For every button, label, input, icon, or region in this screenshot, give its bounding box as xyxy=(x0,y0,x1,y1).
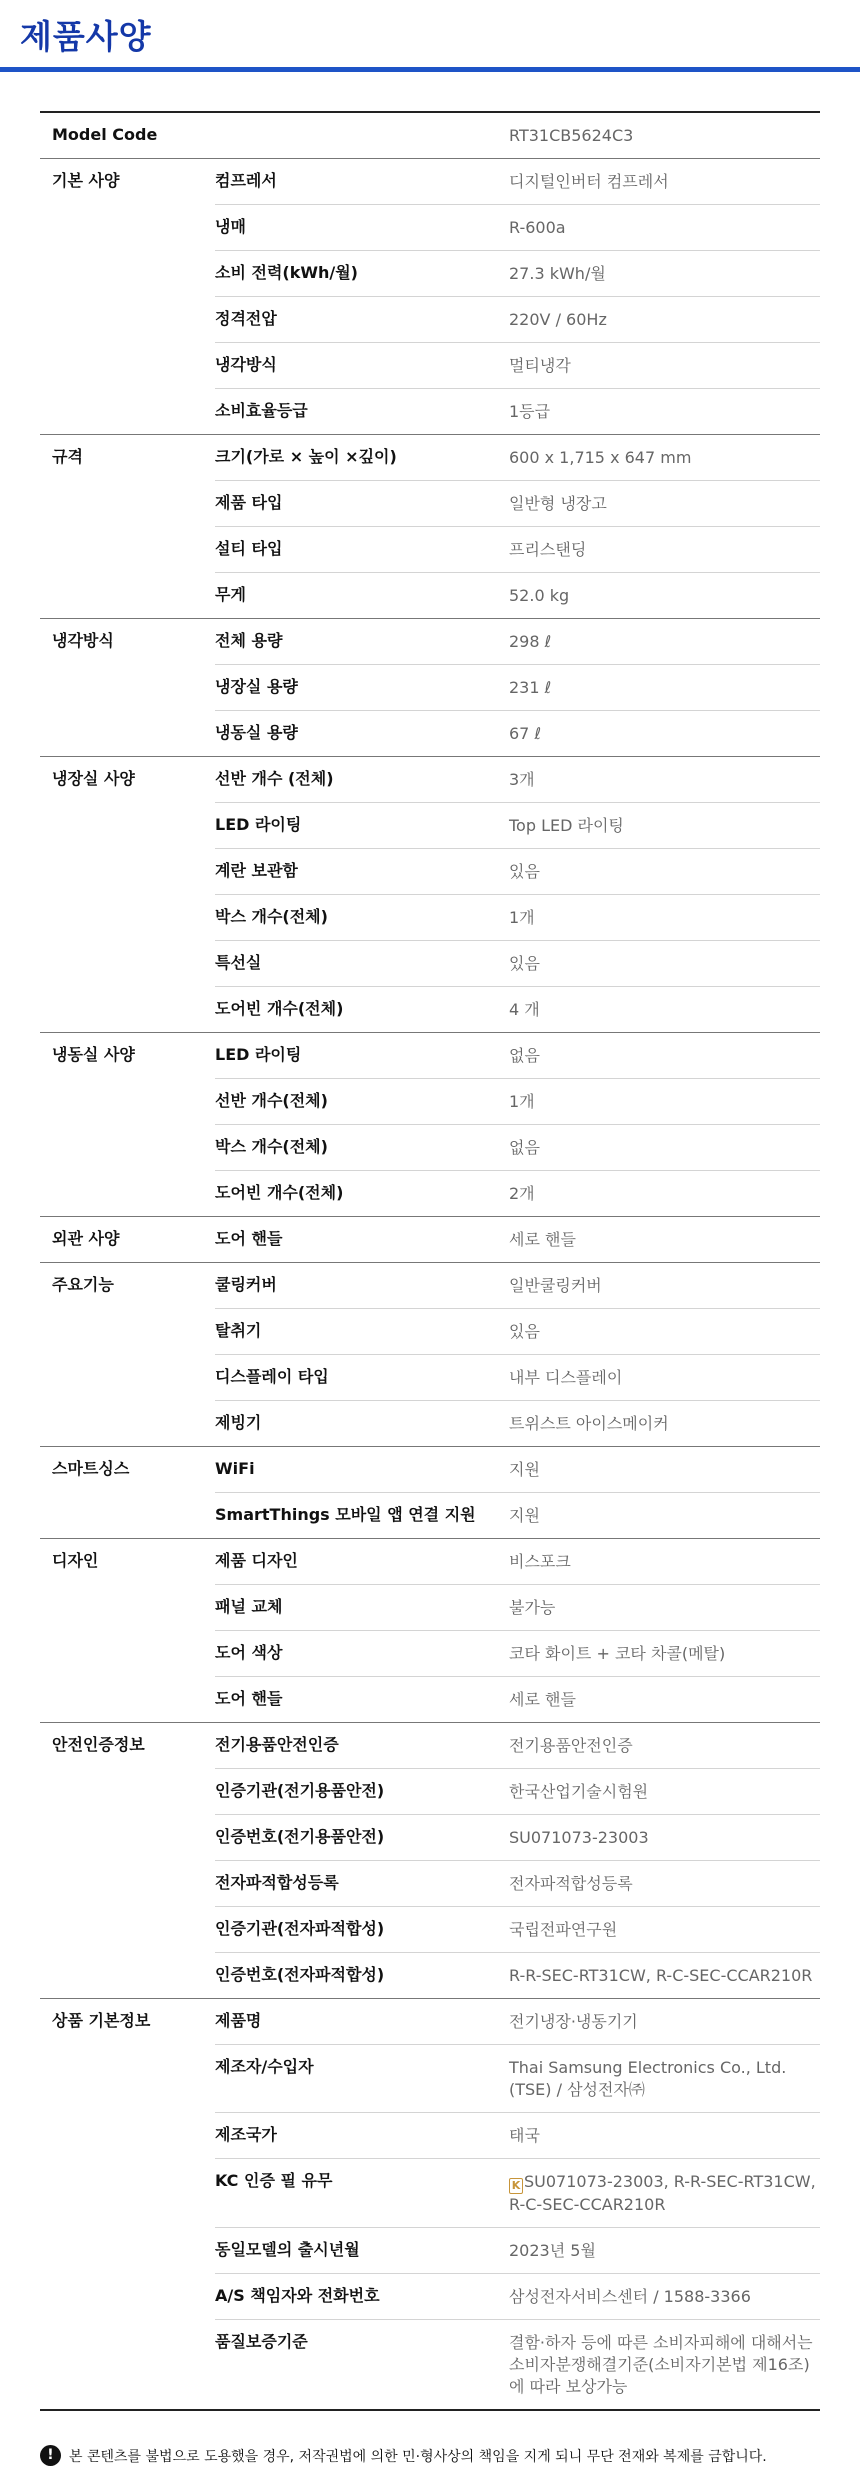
spec-label: 컴프레서 xyxy=(215,171,277,190)
spec-row xyxy=(215,1768,820,1814)
spec-label: 박스 개수(전체) xyxy=(215,907,328,926)
spec-value: 일반형 냉장고 xyxy=(509,494,607,513)
spec-value: 있음 xyxy=(509,954,540,973)
spec-row xyxy=(215,342,820,388)
spec-label: 도어 색상 xyxy=(215,1643,283,1662)
spec-label: 제품 타입 xyxy=(215,493,283,512)
spec-row xyxy=(215,1400,820,1446)
spec-label: 전자파적합성등록 xyxy=(215,1873,339,1892)
spec-group-title: 안전인증정보 xyxy=(52,1735,145,1754)
spec-group xyxy=(40,113,820,158)
spec-group-title: 규격 xyxy=(52,447,83,466)
spec-rows xyxy=(215,1263,820,1446)
spec-label xyxy=(215,113,509,158)
spec-value: 231 ℓ xyxy=(509,678,552,697)
spec-label: 인증기관(전자파적합성) xyxy=(215,1919,385,1938)
spec-rows xyxy=(215,1539,820,1722)
spec-value: 2개 xyxy=(509,1184,535,1203)
spec-row xyxy=(215,159,820,204)
spec-row xyxy=(215,2273,820,2319)
spec-row xyxy=(215,940,820,986)
spec-group xyxy=(40,1262,820,1446)
spec-label: 탈취기 xyxy=(215,1321,262,1340)
spec-label: 전체 용량 xyxy=(215,631,283,650)
spec-row xyxy=(215,664,820,710)
spec-label: LED 라이팅 xyxy=(215,815,302,834)
spec-row xyxy=(215,986,820,1032)
spec-label: 크기(가로 × 높이 ×깊이) xyxy=(215,447,397,466)
spec-label: LED 라이팅 xyxy=(215,1045,302,1064)
spec-value: 1등급 xyxy=(509,402,551,421)
spec-value: 한국산업기술시험원 xyxy=(509,1782,649,1801)
spec-group-title: 냉동실 사양 xyxy=(52,1045,135,1064)
spec-label: 도어 핸들 xyxy=(215,1689,283,1708)
spec-label: 도어빈 개수(전체) xyxy=(215,1183,344,1202)
copyright-notice xyxy=(40,2445,840,2466)
spec-label: WiFi xyxy=(215,1459,255,1478)
spec-group xyxy=(40,1032,820,1216)
page-title: 제품사양 xyxy=(20,17,152,56)
spec-row xyxy=(215,1539,820,1584)
spec-row xyxy=(215,204,820,250)
spec-label: 인증번호(전자파적합성) xyxy=(215,1965,385,1984)
spec-row xyxy=(215,526,820,572)
spec-row xyxy=(215,1078,820,1124)
spec-row xyxy=(215,1584,820,1630)
spec-row xyxy=(215,1217,820,1262)
spec-rows xyxy=(215,1999,820,2409)
spec-label: 냉각방식 xyxy=(215,355,277,374)
spec-value: 지원 xyxy=(509,1506,540,1525)
spec-label: SmartThings 모바일 앱 연결 지원 xyxy=(215,1505,476,1524)
spec-row xyxy=(215,1033,820,1078)
spec-group xyxy=(40,1538,820,1722)
spec-row xyxy=(215,296,820,342)
spec-value xyxy=(509,2159,820,2227)
spec-value: 결함·하자 등에 따른 소비자피해에 대해서는 소비자분쟁해결기준(소비자기본법 제16조) 에 따라 보상가능 xyxy=(509,2333,813,2396)
spec-group-title: 주요기능 xyxy=(52,1275,114,1294)
spec-value: 트위스트 아이스메이커 xyxy=(509,1414,669,1433)
spec-value: 없음 xyxy=(509,1046,540,1065)
spec-value: 코타 화이트 + 코타 차콜(메탈) xyxy=(509,1644,726,1663)
spec-group xyxy=(40,1998,820,2409)
spec-row xyxy=(215,1354,820,1400)
spec-label: 제품명 xyxy=(215,2011,262,2030)
spec-group-title: 스마트싱스 xyxy=(52,1459,130,1478)
spec-rows xyxy=(215,1033,820,1216)
kc-mark-icon: K xyxy=(509,2178,523,2194)
spec-group-title: Model Code xyxy=(52,125,158,144)
spec-value: 프리스탠딩 xyxy=(509,540,587,559)
spec-value: 세로 핸들 xyxy=(509,1690,576,1709)
spec-value-text: SU071073-23003, R-R-SEC-RT31CW, R-C-SEC-CCAR210R xyxy=(509,2172,816,2214)
page-header xyxy=(0,0,860,72)
spec-row xyxy=(215,2158,820,2227)
spec-label: 인증기관(전기용품안전) xyxy=(215,1781,385,1800)
spec-value: R-R-SEC-RT31CW, R-C-SEC-CCAR210R xyxy=(509,1966,813,1985)
spec-rows xyxy=(215,1217,820,1262)
spec-rows xyxy=(215,757,820,1032)
spec-label: 박스 개수(전체) xyxy=(215,1137,328,1156)
spec-row xyxy=(215,250,820,296)
spec-label: 선반 개수 (전체) xyxy=(215,769,334,788)
spec-row xyxy=(215,1999,820,2044)
spec-value: 없음 xyxy=(509,1138,540,1157)
spec-rows xyxy=(215,1447,820,1538)
spec-value: 2023년 5월 xyxy=(509,2241,596,2260)
spec-value: 일반쿨링커버 xyxy=(509,1276,602,1295)
spec-rows xyxy=(215,1723,820,1998)
spec-row xyxy=(215,1170,820,1216)
spec-label: A/S 책임자와 전화번호 xyxy=(215,2286,380,2305)
spec-label: 쿨링커버 xyxy=(215,1275,277,1294)
spec-row xyxy=(215,848,820,894)
spec-value: 세로 핸들 xyxy=(509,1230,576,1249)
spec-value: 불가능 xyxy=(509,1598,556,1617)
notice-text: 본 콘텐츠를 불법으로 도용했을 경우, 저작권법에 의한 민·형사상의 책임을 지게 되니 무단 전재와 복제를 금합니다. xyxy=(69,2448,767,2465)
spec-group xyxy=(40,1722,820,1998)
spec-row xyxy=(215,388,820,434)
spec-rows xyxy=(215,159,820,434)
spec-value: 67 ℓ xyxy=(509,724,542,743)
spec-row xyxy=(215,1263,820,1308)
spec-row xyxy=(215,1723,820,1768)
spec-value: 디지털인버터 컴프레서 xyxy=(509,172,669,191)
spec-label: 도어 핸들 xyxy=(215,1229,283,1248)
spec-row xyxy=(215,1952,820,1998)
spec-value: 지원 xyxy=(509,1460,540,1479)
exclamation-icon: ! xyxy=(40,2445,61,2466)
spec-row xyxy=(215,2044,820,2112)
spec-group-title: 기본 사양 xyxy=(52,171,120,190)
spec-group xyxy=(40,1216,820,1262)
spec-label: 제조국가 xyxy=(215,2125,277,2144)
spec-value: 1개 xyxy=(509,908,535,927)
spec-row xyxy=(215,1630,820,1676)
spec-value: 국립전파연구원 xyxy=(509,1920,618,1939)
spec-label: 제빙기 xyxy=(215,1413,262,1432)
spec-value: 전자파적합성등록 xyxy=(509,1874,633,1893)
spec-group xyxy=(40,618,820,756)
spec-group xyxy=(40,434,820,618)
spec-value: 1개 xyxy=(509,1092,535,1111)
spec-row xyxy=(215,113,820,158)
spec-value: 298 ℓ xyxy=(509,632,552,651)
spec-row xyxy=(215,2319,820,2409)
spec-rows xyxy=(215,619,820,756)
spec-row xyxy=(215,1308,820,1354)
spec-label: 선반 개수(전체) xyxy=(215,1091,328,1110)
spec-row xyxy=(215,894,820,940)
spec-rows xyxy=(215,113,820,158)
spec-group-title: 디자인 xyxy=(52,1551,99,1570)
spec-row xyxy=(215,572,820,618)
spec-group-title: 냉장실 사양 xyxy=(52,769,135,788)
spec-label: KC 인증 필 유무 xyxy=(215,2171,333,2190)
spec-label: 품질보증기준 xyxy=(215,2332,308,2351)
spec-row xyxy=(215,1860,820,1906)
spec-label: 냉장실 용량 xyxy=(215,677,298,696)
spec-group xyxy=(40,1446,820,1538)
spec-group xyxy=(40,158,820,434)
spec-value: 전기용품안전인증 xyxy=(509,1736,633,1755)
spec-value: 220V / 60Hz xyxy=(509,310,607,329)
spec-value: 3개 xyxy=(509,770,535,789)
spec-row xyxy=(215,1447,820,1492)
spec-label: 도어빈 개수(전체) xyxy=(215,999,344,1018)
spec-value: 비스포크 xyxy=(509,1552,571,1571)
spec-value: R-600a xyxy=(509,218,566,237)
spec-row xyxy=(215,619,820,664)
spec-value: 4 개 xyxy=(509,1000,540,1019)
spec-row xyxy=(215,1906,820,1952)
spec-value: 있음 xyxy=(509,862,540,881)
spec-row xyxy=(215,757,820,802)
spec-label: 소비 전력(kWh/월) xyxy=(215,263,358,282)
spec-value: 삼성전자서비스센터 / 1588-3366 xyxy=(509,2287,751,2306)
spec-label: 정격전압 xyxy=(215,309,277,328)
spec-group xyxy=(40,756,820,1032)
spec-row xyxy=(215,802,820,848)
spec-value: 내부 디스플레이 xyxy=(509,1368,623,1387)
spec-rows xyxy=(215,435,820,618)
spec-value: RT31CB5624C3 xyxy=(509,126,634,145)
spec-value: Top LED 라이팅 xyxy=(509,816,624,835)
spec-value: 600 x 1,715 x 647 mm xyxy=(509,448,692,467)
spec-row xyxy=(215,435,820,480)
spec-value: SU071073-23003 xyxy=(509,1828,649,1847)
spec-label: 계란 보관함 xyxy=(215,861,298,880)
spec-row xyxy=(215,2112,820,2158)
spec-row xyxy=(215,480,820,526)
spec-value: 있음 xyxy=(509,1322,540,1341)
spec-label: 제조자/수입자 xyxy=(215,2057,314,2076)
spec-label: 패널 교체 xyxy=(215,1597,283,1616)
spec-label: 냉매 xyxy=(215,217,246,236)
spec-label: 디스플레이 타입 xyxy=(215,1367,329,1386)
spec-row xyxy=(215,2227,820,2273)
spec-label: 동일모델의 출시년월 xyxy=(215,2240,360,2259)
spec-row xyxy=(215,1124,820,1170)
spec-row xyxy=(215,1492,820,1538)
spec-label: 냉동실 용량 xyxy=(215,723,298,742)
spec-label: 전기용품안전인증 xyxy=(215,1735,339,1754)
spec-value: 27.3 kWh/월 xyxy=(509,264,606,283)
spec-group-title: 상품 기본정보 xyxy=(52,2011,151,2030)
spec-table xyxy=(40,111,820,2411)
spec-row xyxy=(215,710,820,756)
spec-label: 특선실 xyxy=(215,953,262,972)
spec-label: 제품 디자인 xyxy=(215,1551,298,1570)
spec-group-title: 외관 사양 xyxy=(52,1229,120,1248)
spec-value: 태국 xyxy=(509,2126,540,2145)
spec-label: 인증번호(전기용품안전) xyxy=(215,1827,385,1846)
spec-row xyxy=(215,1814,820,1860)
spec-group-title: 냉각방식 xyxy=(52,631,114,650)
spec-label: 설티 타입 xyxy=(215,539,283,558)
spec-value: 전기냉장·냉동기기 xyxy=(509,2012,638,2031)
spec-label: 소비효율등급 xyxy=(215,401,308,420)
spec-row xyxy=(215,1676,820,1722)
spec-label: 무게 xyxy=(215,585,246,604)
spec-value: 멀티냉각 xyxy=(509,356,571,375)
spec-value: Thai Samsung Electronics Co., Ltd. (TSE) / 삼성전자㈜ xyxy=(509,2058,787,2099)
spec-value: 52.0 kg xyxy=(509,586,570,605)
